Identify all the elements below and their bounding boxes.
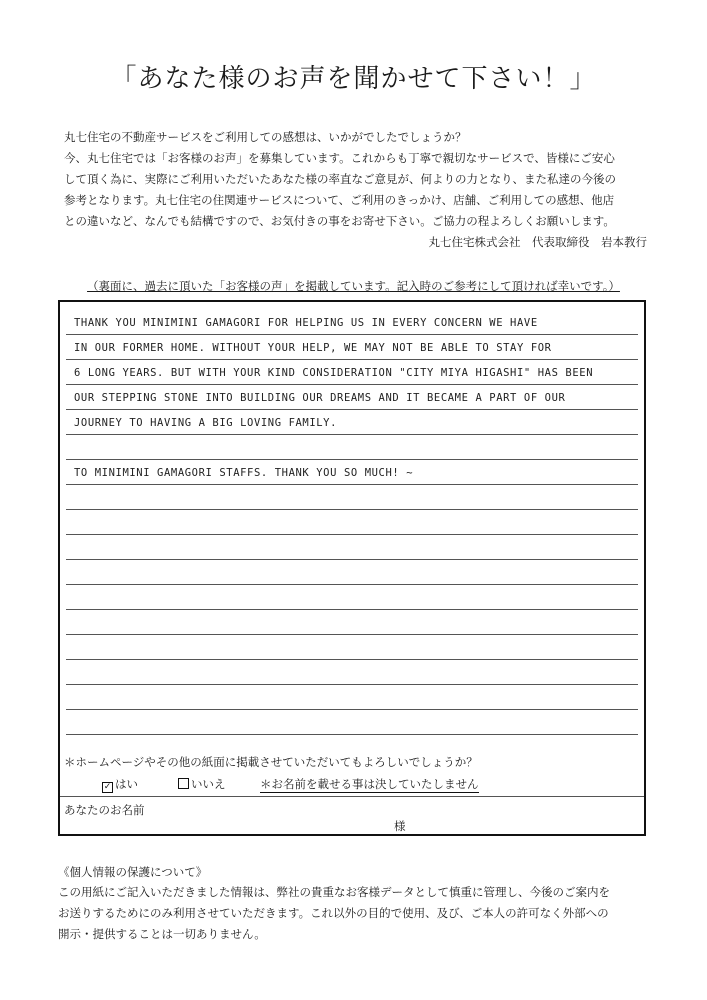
name-privacy-note: ＊お名前を載せる事は決していたしません <box>260 777 479 791</box>
writing-line <box>66 534 638 535</box>
writing-line <box>66 584 638 585</box>
writing-line <box>66 509 638 510</box>
handwritten-line: THANK YOU MINIMINI GAMAGORI FOR HELPING US IN EVERY CONCERN WE HAVE <box>74 317 538 329</box>
privacy-title: 《個人情報の保護について》 <box>58 865 208 879</box>
writing-line <box>66 559 638 560</box>
intro-line: 今、丸七住宅では「お客様のお声」を募集しています。これからも丁寧で親切なサービスで、皆様にご安心 <box>64 151 615 165</box>
writing-line <box>66 459 638 460</box>
comment-form <box>58 300 646 836</box>
privacy-line: お送りするためにのみ利用させていただきます。これ以外の目的で使用、及び、ご本人の許可なく外部への <box>58 906 609 920</box>
intro-line: して頂く為に、実際にご利用いただいたあなた様の率直なご意見が、何よりの力となり、また私達の今後の <box>64 172 616 186</box>
writing-line <box>66 359 638 360</box>
yes-checkbox[interactable]: ✓ <box>103 782 112 792</box>
handwritten-line: TO MINIMINI GAMAGORI STAFFS. THANK YOU SO MUCH! ~ <box>74 467 414 479</box>
writing-line <box>66 684 638 685</box>
intro-paragraph <box>64 127 664 232</box>
name-honorific: 様 <box>394 819 406 833</box>
writing-line <box>66 734 638 735</box>
intro-line: 丸七住宅の不動産サービスをご利用しての感想は、いかがでしたでしょうか？ <box>64 130 467 144</box>
writing-line <box>66 634 638 635</box>
option-yes-label: はい <box>115 777 138 791</box>
writing-line <box>66 659 638 660</box>
option-yes[interactable] <box>102 776 138 792</box>
no-checkbox[interactable] <box>178 778 189 789</box>
reference-note <box>0 278 707 294</box>
intro-line: 参考となります。丸七住宅の住関連サービスについて、ご利用のきっかけ、店舗、ご利用しての感想、他店 <box>64 193 615 207</box>
name-separator <box>60 796 644 797</box>
privacy-paragraph <box>58 882 610 945</box>
writing-line <box>66 484 638 485</box>
handwritten-line: IN OUR FORMER HOME. WITHOUT YOUR HELP, WE MAY NOT BE ABLE TO STAY FOR <box>74 342 552 354</box>
name-label: あなたのお名前 <box>64 803 145 817</box>
option-no[interactable] <box>178 776 226 792</box>
privacy-line: 開示・提供することは一切ありません。 <box>58 927 266 941</box>
page-title: 「あなた様のお声を聞かせて下さい！」 <box>110 64 597 94</box>
handwritten-line: 6 LONG YEARS. BUT WITH YOUR KIND CONSIDERATION "CITY MIYA HIGASHI" HAS BEEN <box>74 367 594 379</box>
writing-line <box>66 334 638 335</box>
handwritten-line: OUR STEPPING STONE INTO BUILDING OUR DREAMS AND IT BECAME A PART OF OUR <box>74 392 566 404</box>
reference-note-text: （裏面に、過去に頂いた「お客様の声」を掲載しています。記入時のご参考にして頂ければ幸いです。） <box>87 279 620 293</box>
permission-question: ＊ホームページやその他の紙面に掲載させていただいてもよろしいでしょうか？ <box>64 755 478 769</box>
intro-line: との違いなど、なんでも結構ですので、お気付きの事をお寄せ下さい。ご協力の程よろしくお願いします。 <box>64 214 615 228</box>
handwritten-line: JOURNEY TO HAVING A BIG LOVING FAMILY. <box>74 417 338 429</box>
privacy-line: この用紙にご記入いただきました情報は、弊社の貴重なお客様データとして慎重に管理し、今後のご案内を <box>58 885 610 899</box>
writing-line <box>66 409 638 410</box>
writing-line <box>66 384 638 385</box>
signature: 丸七住宅株式会社 代表取締役 岩本教行 <box>428 235 647 249</box>
writing-line <box>66 609 638 610</box>
writing-line <box>66 434 638 435</box>
writing-line <box>66 709 638 710</box>
option-no-label: いいえ <box>191 777 226 791</box>
